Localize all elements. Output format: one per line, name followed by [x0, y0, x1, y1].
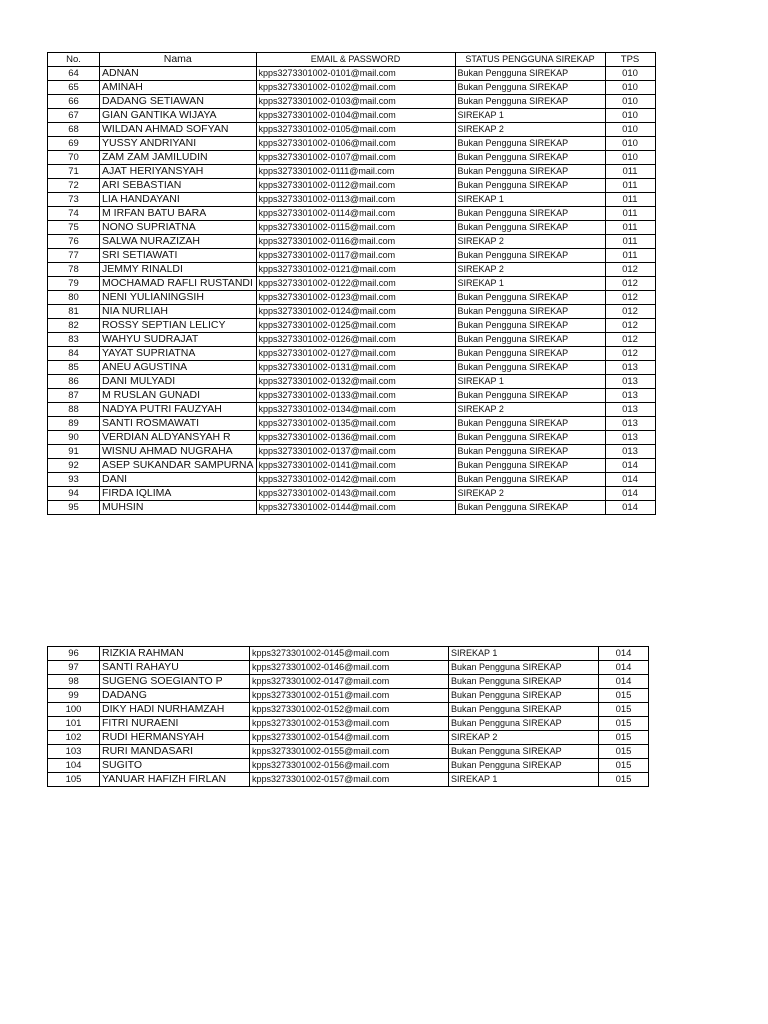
cell-tps: 011 [605, 235, 655, 249]
cell-status: Bukan Pengguna SIREKAP [449, 759, 599, 773]
cell-email: kpps3273301002-0142@mail.com [256, 473, 455, 487]
cell-no: 89 [48, 417, 100, 431]
cell-status: Bukan Pengguna SIREKAP [455, 249, 605, 263]
cell-tps: 011 [605, 179, 655, 193]
table-row [48, 731, 649, 745]
cell-email: kpps3273301002-0103@mail.com [256, 95, 455, 109]
cell-name: VERDIAN ALDYANSYAH R [100, 431, 257, 445]
cell-status: Bukan Pengguna SIREKAP [455, 179, 605, 193]
cell-email: kpps3273301002-0151@mail.com [250, 689, 449, 703]
table-row [48, 389, 656, 403]
cell-tps: 015 [599, 731, 649, 745]
cell-status: SIREKAP 2 [455, 487, 605, 501]
cell-tps: 011 [605, 193, 655, 207]
cell-email: kpps3273301002-0112@mail.com [256, 179, 455, 193]
table-body-2 [48, 647, 649, 787]
cell-name: AJAT HERIYANSYAH [100, 165, 257, 179]
cell-email: kpps3273301002-0117@mail.com [256, 249, 455, 263]
cell-status: Bukan Pengguna SIREKAP [455, 81, 605, 95]
header-no: No. [48, 53, 100, 67]
table-row [48, 431, 656, 445]
cell-name: DANI [100, 473, 257, 487]
cell-tps: 010 [605, 123, 655, 137]
cell-tps: 012 [605, 291, 655, 305]
cell-status: Bukan Pengguna SIREKAP [455, 151, 605, 165]
cell-no: 86 [48, 375, 100, 389]
cell-name: YAYAT SUPRIATNA [100, 347, 257, 361]
cell-email: kpps3273301002-0133@mail.com [256, 389, 455, 403]
cell-name: YANUAR HAFIZH FIRLAN [100, 773, 250, 787]
cell-name: ROSSY SEPTIAN LELICY [100, 319, 257, 333]
cell-name: SUGITO [100, 759, 250, 773]
cell-tps: 014 [599, 647, 649, 661]
table-row [48, 319, 656, 333]
cell-name: YUSSY ANDRIYANI [100, 137, 257, 151]
header-tps: TPS [605, 53, 655, 67]
cell-status: Bukan Pengguna SIREKAP [455, 417, 605, 431]
cell-status: Bukan Pengguna SIREKAP [455, 137, 605, 151]
cell-status: Bukan Pengguna SIREKAP [455, 333, 605, 347]
cell-name: WAHYU SUDRAJAT [100, 333, 257, 347]
cell-tps: 015 [599, 745, 649, 759]
table-row [48, 207, 656, 221]
table-body-1 [48, 67, 656, 515]
table-row [48, 717, 649, 731]
cell-no: 97 [48, 661, 100, 675]
cell-no: 67 [48, 109, 100, 123]
cell-status: Bukan Pengguna SIREKAP [449, 689, 599, 703]
cell-name: M IRFAN BATU BARA [100, 207, 257, 221]
cell-no: 79 [48, 277, 100, 291]
table-row [48, 703, 649, 717]
cell-no: 101 [48, 717, 100, 731]
table-row [48, 375, 656, 389]
cell-email: kpps3273301002-0141@mail.com [256, 459, 455, 473]
cell-status: Bukan Pengguna SIREKAP [455, 361, 605, 375]
table-row [48, 235, 656, 249]
cell-email: kpps3273301002-0114@mail.com [256, 207, 455, 221]
cell-status: SIREKAP 1 [455, 109, 605, 123]
table-row [48, 759, 649, 773]
cell-email: kpps3273301002-0127@mail.com [256, 347, 455, 361]
cell-tps: 010 [605, 81, 655, 95]
cell-no: 71 [48, 165, 100, 179]
cell-status: Bukan Pengguna SIREKAP [449, 703, 599, 717]
cell-status: Bukan Pengguna SIREKAP [455, 431, 605, 445]
cell-email: kpps3273301002-0126@mail.com [256, 333, 455, 347]
cell-no: 80 [48, 291, 100, 305]
cell-status: Bukan Pengguna SIREKAP [449, 717, 599, 731]
cell-tps: 010 [605, 109, 655, 123]
table-row [48, 487, 656, 501]
cell-no: 90 [48, 431, 100, 445]
cell-status: SIREKAP 1 [449, 773, 599, 787]
account-table-2 [47, 646, 649, 787]
cell-status: SIREKAP 1 [455, 375, 605, 389]
cell-no: 70 [48, 151, 100, 165]
cell-no: 99 [48, 689, 100, 703]
cell-tps: 013 [605, 445, 655, 459]
cell-name: SRI SETIAWATI [100, 249, 257, 263]
cell-email: kpps3273301002-0154@mail.com [250, 731, 449, 745]
header-email: EMAIL & PASSWORD [256, 53, 455, 67]
cell-email: kpps3273301002-0102@mail.com [256, 81, 455, 95]
cell-name: MOCHAMAD RAFLI RUSTANDI [100, 277, 257, 291]
cell-email: kpps3273301002-0113@mail.com [256, 193, 455, 207]
cell-email: kpps3273301002-0123@mail.com [256, 291, 455, 305]
cell-tps: 011 [605, 165, 655, 179]
header-status: STATUS PENGGUNA SIREKAP [455, 53, 605, 67]
cell-no: 64 [48, 67, 100, 81]
cell-no: 92 [48, 459, 100, 473]
cell-name: DANI MULYADI [100, 375, 257, 389]
cell-status: Bukan Pengguna SIREKAP [455, 459, 605, 473]
cell-name: DIKY HADI NURHAMZAH [100, 703, 250, 717]
cell-no: 83 [48, 333, 100, 347]
table-row [48, 347, 656, 361]
cell-email: kpps3273301002-0106@mail.com [256, 137, 455, 151]
cell-name: JEMMY RINALDI [100, 263, 257, 277]
cell-status: SIREKAP 2 [455, 123, 605, 137]
table-row [48, 501, 656, 515]
cell-tps: 012 [605, 277, 655, 291]
table-row [48, 647, 649, 661]
cell-status: Bukan Pengguna SIREKAP [455, 319, 605, 333]
cell-no: 68 [48, 123, 100, 137]
cell-tps: 013 [605, 431, 655, 445]
cell-tps: 015 [599, 773, 649, 787]
cell-name: RURI MANDASARI [100, 745, 250, 759]
cell-name: ARI SEBASTIAN [100, 179, 257, 193]
cell-tps: 012 [605, 347, 655, 361]
cell-name: ASEP SUKANDAR SAMPURNA [100, 459, 257, 473]
cell-status: SIREKAP 1 [455, 277, 605, 291]
cell-tps: 010 [605, 67, 655, 81]
table-row [48, 165, 656, 179]
table-row [48, 361, 656, 375]
cell-name: NENI YULIANINGSIH [100, 291, 257, 305]
cell-status: Bukan Pengguna SIREKAP [455, 347, 605, 361]
cell-email: kpps3273301002-0155@mail.com [250, 745, 449, 759]
cell-no: 94 [48, 487, 100, 501]
cell-tps: 012 [605, 263, 655, 277]
cell-tps: 011 [605, 249, 655, 263]
table-row [48, 675, 649, 689]
cell-name: WISNU AHMAD NUGRAHA [100, 445, 257, 459]
cell-tps: 012 [605, 333, 655, 347]
table-row [48, 193, 656, 207]
cell-no: 88 [48, 403, 100, 417]
cell-no: 100 [48, 703, 100, 717]
table-row [48, 305, 656, 319]
cell-tps: 015 [599, 689, 649, 703]
cell-no: 85 [48, 361, 100, 375]
cell-email: kpps3273301002-0116@mail.com [256, 235, 455, 249]
cell-email: kpps3273301002-0137@mail.com [256, 445, 455, 459]
cell-tps: 013 [605, 375, 655, 389]
cell-name: M RUSLAN GUNADI [100, 389, 257, 403]
cell-no: 87 [48, 389, 100, 403]
cell-email: kpps3273301002-0152@mail.com [250, 703, 449, 717]
cell-no: 73 [48, 193, 100, 207]
cell-no: 93 [48, 473, 100, 487]
cell-tps: 013 [605, 361, 655, 375]
cell-tps: 010 [605, 151, 655, 165]
cell-no: 91 [48, 445, 100, 459]
cell-tps: 015 [599, 703, 649, 717]
cell-status: Bukan Pengguna SIREKAP [455, 291, 605, 305]
cell-status: Bukan Pengguna SIREKAP [455, 95, 605, 109]
table-row [48, 67, 656, 81]
cell-status: SIREKAP 2 [455, 403, 605, 417]
table-row [48, 689, 649, 703]
cell-name: FITRI NURAENI [100, 717, 250, 731]
table-row [48, 403, 656, 417]
cell-email: kpps3273301002-0104@mail.com [256, 109, 455, 123]
table-row [48, 745, 649, 759]
cell-email: kpps3273301002-0115@mail.com [256, 221, 455, 235]
cell-name: GIAN GANTIKA WIJAYA [100, 109, 257, 123]
cell-name: LIA HANDAYANI [100, 193, 257, 207]
cell-email: kpps3273301002-0136@mail.com [256, 431, 455, 445]
cell-name: MUHSIN [100, 501, 257, 515]
cell-tps: 014 [605, 501, 655, 515]
cell-tps: 012 [605, 319, 655, 333]
cell-tps: 013 [605, 417, 655, 431]
cell-tps: 012 [605, 305, 655, 319]
cell-tps: 014 [599, 661, 649, 675]
cell-name: ANEU AGUSTINA [100, 361, 257, 375]
cell-tps: 015 [599, 759, 649, 773]
table-row [48, 277, 656, 291]
cell-email: kpps3273301002-0131@mail.com [256, 361, 455, 375]
cell-email: kpps3273301002-0107@mail.com [256, 151, 455, 165]
table-row [48, 221, 656, 235]
cell-email: kpps3273301002-0111@mail.com [256, 165, 455, 179]
cell-email: kpps3273301002-0153@mail.com [250, 717, 449, 731]
cell-status: Bukan Pengguna SIREKAP [455, 207, 605, 221]
cell-email: kpps3273301002-0145@mail.com [250, 647, 449, 661]
cell-tps: 010 [605, 95, 655, 109]
header-name: Nama [100, 53, 257, 67]
cell-email: kpps3273301002-0146@mail.com [250, 661, 449, 675]
cell-no: 72 [48, 179, 100, 193]
cell-status: Bukan Pengguna SIREKAP [449, 675, 599, 689]
cell-status: Bukan Pengguna SIREKAP [455, 501, 605, 515]
cell-email: kpps3273301002-0147@mail.com [250, 675, 449, 689]
cell-no: 65 [48, 81, 100, 95]
cell-status: SIREKAP 1 [455, 193, 605, 207]
table-row [48, 137, 656, 151]
cell-no: 76 [48, 235, 100, 249]
cell-status: SIREKAP 2 [455, 235, 605, 249]
table-row [48, 417, 656, 431]
cell-name: DADANG SETIAWAN [100, 95, 257, 109]
table-header [48, 53, 656, 67]
cell-status: Bukan Pengguna SIREKAP [455, 445, 605, 459]
cell-tps: 013 [605, 403, 655, 417]
cell-email: kpps3273301002-0156@mail.com [250, 759, 449, 773]
cell-no: 78 [48, 263, 100, 277]
cell-no: 98 [48, 675, 100, 689]
cell-email: kpps3273301002-0101@mail.com [256, 67, 455, 81]
table-row [48, 123, 656, 137]
cell-tps: 014 [599, 675, 649, 689]
cell-status: Bukan Pengguna SIREKAP [455, 165, 605, 179]
table-row [48, 473, 656, 487]
cell-no: 74 [48, 207, 100, 221]
cell-tps: 011 [605, 207, 655, 221]
cell-no: 102 [48, 731, 100, 745]
table-row [48, 151, 656, 165]
cell-tps: 011 [605, 221, 655, 235]
table-row [48, 81, 656, 95]
cell-name: FIRDA IQLIMA [100, 487, 257, 501]
cell-no: 103 [48, 745, 100, 759]
cell-tps: 013 [605, 389, 655, 403]
cell-tps: 010 [605, 137, 655, 151]
table-row [48, 263, 656, 277]
cell-name: RUDI HERMANSYAH [100, 731, 250, 745]
cell-email: kpps3273301002-0124@mail.com [256, 305, 455, 319]
cell-status: Bukan Pengguna SIREKAP [449, 745, 599, 759]
cell-no: 105 [48, 773, 100, 787]
cell-no: 104 [48, 759, 100, 773]
cell-status: Bukan Pengguna SIREKAP [449, 661, 599, 675]
cell-no: 66 [48, 95, 100, 109]
cell-status: Bukan Pengguna SIREKAP [455, 305, 605, 319]
table-row [48, 459, 656, 473]
cell-tps: 015 [599, 717, 649, 731]
table-row [48, 249, 656, 263]
cell-email: kpps3273301002-0157@mail.com [250, 773, 449, 787]
cell-email: kpps3273301002-0132@mail.com [256, 375, 455, 389]
table-row [48, 95, 656, 109]
cell-name: ADNAN [100, 67, 257, 81]
cell-status: Bukan Pengguna SIREKAP [455, 221, 605, 235]
cell-email: kpps3273301002-0125@mail.com [256, 319, 455, 333]
cell-tps: 014 [605, 473, 655, 487]
cell-email: kpps3273301002-0121@mail.com [256, 263, 455, 277]
cell-status: SIREKAP 2 [449, 731, 599, 745]
cell-no: 77 [48, 249, 100, 263]
cell-email: kpps3273301002-0144@mail.com [256, 501, 455, 515]
table-row [48, 445, 656, 459]
cell-name: WILDAN AHMAD SOFYAN [100, 123, 257, 137]
table-row [48, 773, 649, 787]
table-row [48, 291, 656, 305]
cell-no: 75 [48, 221, 100, 235]
cell-no: 81 [48, 305, 100, 319]
table-row [48, 109, 656, 123]
cell-status: SIREKAP 2 [455, 263, 605, 277]
cell-status: Bukan Pengguna SIREKAP [455, 67, 605, 81]
cell-no: 84 [48, 347, 100, 361]
cell-email: kpps3273301002-0105@mail.com [256, 123, 455, 137]
cell-name: RIZKIA RAHMAN [100, 647, 250, 661]
cell-name: NONO SUPRIATNA [100, 221, 257, 235]
cell-email: kpps3273301002-0122@mail.com [256, 277, 455, 291]
cell-no: 96 [48, 647, 100, 661]
cell-tps: 014 [605, 487, 655, 501]
account-table-1 [47, 52, 656, 515]
cell-no: 82 [48, 319, 100, 333]
cell-name: DADANG [100, 689, 250, 703]
table-row [48, 179, 656, 193]
cell-email: kpps3273301002-0143@mail.com [256, 487, 455, 501]
cell-status: Bukan Pengguna SIREKAP [455, 473, 605, 487]
cell-name: SALWA NURAZIZAH [100, 235, 257, 249]
cell-name: NADYA PUTRI FAUZYAH [100, 403, 257, 417]
cell-tps: 014 [605, 459, 655, 473]
cell-no: 69 [48, 137, 100, 151]
table-row [48, 333, 656, 347]
cell-status: Bukan Pengguna SIREKAP [455, 389, 605, 403]
cell-email: kpps3273301002-0134@mail.com [256, 403, 455, 417]
table-row [48, 661, 649, 675]
cell-name: SUGENG SOEGIANTO P [100, 675, 250, 689]
cell-name: SANTI ROSMAWATI [100, 417, 257, 431]
cell-name: SANTI RAHAYU [100, 661, 250, 675]
cell-no: 95 [48, 501, 100, 515]
cell-status: SIREKAP 1 [449, 647, 599, 661]
header-row [48, 53, 656, 67]
cell-name: NIA NURLIAH [100, 305, 257, 319]
cell-name: AMINAH [100, 81, 257, 95]
cell-email: kpps3273301002-0135@mail.com [256, 417, 455, 431]
cell-name: ZAM ZAM JAMILUDIN [100, 151, 257, 165]
